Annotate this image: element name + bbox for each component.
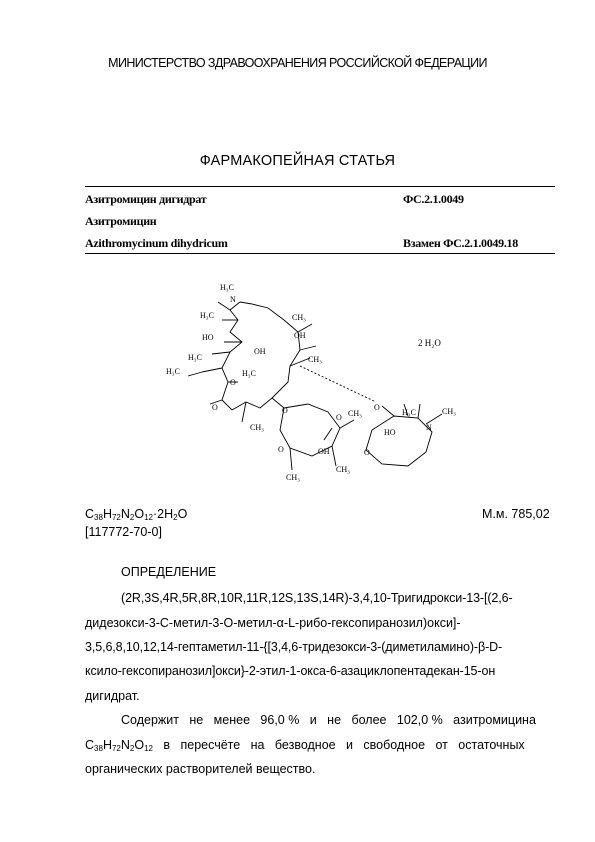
definition-line-5: дигидрат. [85, 689, 140, 703]
header-rule-bottom [85, 253, 555, 254]
svg-text:CH₃: CH₃ [286, 473, 300, 482]
svg-text:O: O [212, 403, 218, 412]
drug-alt-name: Азитромицин [85, 214, 157, 228]
glycosidic-bond [300, 366, 376, 402]
n-methyl-bond [218, 302, 230, 310]
svg-text:O: O [278, 445, 284, 454]
label-h3c: H₃C [220, 283, 234, 292]
svg-text:CH₃: CH₃ [442, 407, 456, 416]
svg-text:CH₃: CH₃ [250, 423, 264, 432]
svg-text:O: O [336, 413, 342, 422]
cas-number: [117772-70-0] [85, 525, 162, 539]
svg-text:CH₃: CH₃ [348, 409, 362, 418]
definition-line-2: дидезокси-3-С-метил-3-О-метил-α-L-рибо-гексопиранозил)окси]- [85, 616, 461, 630]
article-title: ФАРМАКОПЕЙНАЯ СТАТЬЯ [199, 153, 396, 169]
svg-text:H₃C: H₃C [402, 408, 416, 417]
replaces-code: Взамен ФС.2.1.0049.18 [403, 236, 518, 250]
structural-formula [150, 280, 480, 495]
content-line-2: $C_{38}H_{72}N_2O_{12}$ в пересчёте на безводное и свободное от остаточных [85, 738, 525, 753]
svg-text:N: N [230, 295, 236, 304]
macrolide-ring [222, 302, 300, 410]
drug-name-ru: Азитромицин дигидрат [85, 192, 207, 206]
svg-text:H₃C: H₃C [200, 311, 214, 320]
content-line-1: Содержит не менее 96,0 % и не более 102,0 % азитромицина [121, 713, 536, 727]
definition-line-1: (2R,3S,4R,5R,8R,10R,11R,12S,13S,14R)-3,4,10-Тригидрокси-13-[(2,6- [121, 591, 513, 605]
svg-text:OH: OH [294, 331, 306, 340]
svg-text:O: O [230, 378, 236, 387]
svg-text:OH: OH [254, 347, 266, 356]
article-code: ФС.2.1.0049 [403, 192, 464, 206]
header-rule-top [85, 186, 555, 187]
definition-line-4: ксило-гексопиранозил]окси}-2-этил-1-окса-6-азациклопентадекан-15-он [85, 664, 496, 678]
svg-text:HO: HO [384, 428, 396, 437]
svg-text:OH: OH [318, 447, 330, 456]
desosamine-ring [366, 416, 432, 466]
ministry-title: МИНИСТЕРСТВО ЗДРАВООХРАНЕНИЯ РОССИЙСКОЙ ФЕДЕРАЦИИ [108, 56, 487, 70]
drug-name-lat: Azithromycinum dihydricum [85, 236, 228, 250]
svg-text:HO: HO [202, 333, 214, 342]
molecular-mass: М.м. 785,02 [482, 507, 550, 521]
svg-text:H₃C: H₃C [242, 369, 256, 378]
svg-text:CH₃: CH₃ [336, 465, 350, 474]
svg-text:N: N [426, 423, 432, 432]
svg-text:H₃C: H₃C [188, 353, 202, 362]
svg-text:O: O [282, 406, 288, 415]
definition-line-3: 3,5,6,8,10,12,14-гептаметил-11-{[3,4,6-тридезокси-3-(диметиламино)-β-D- [85, 640, 503, 654]
svg-text:H₃C: H₃C [166, 367, 180, 376]
definition-heading: ОПРЕДЕЛЕНИЕ [121, 565, 217, 579]
svg-text:O: O [374, 403, 380, 412]
svg-text:CH₃: CH₃ [292, 313, 306, 322]
svg-text:CH₃: CH₃ [308, 355, 322, 364]
content-line-3: органических растворителей вещество. [85, 762, 316, 776]
molecular-formula: $C_{38}H_{72}N_2O_{12}\cdot 2H_2O$ [85, 507, 188, 522]
svg-text:O: O [364, 448, 370, 457]
water-label: 2 H₂O [418, 338, 441, 348]
